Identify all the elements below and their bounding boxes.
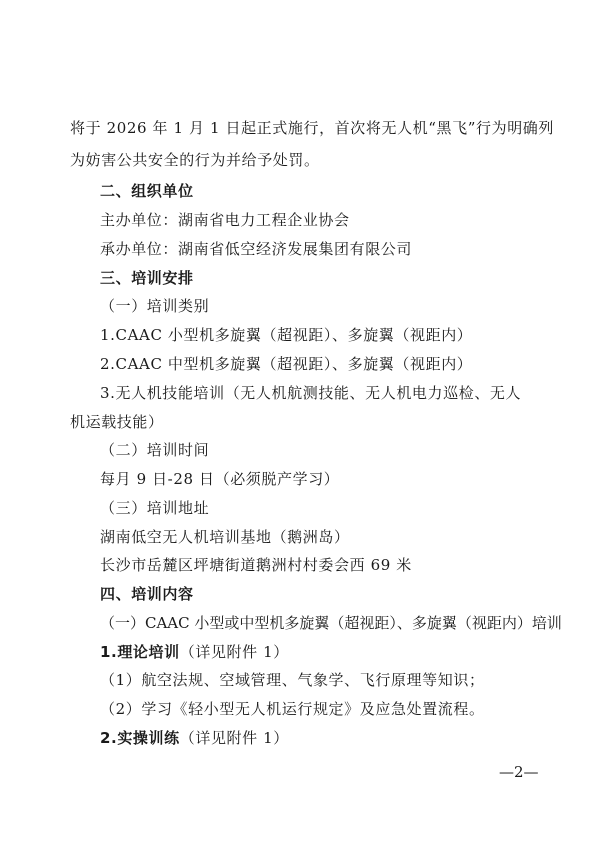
paragraph-line: 机运载技能） [70,413,164,431]
paragraph-line: 湖南低空无人机培训基地（鹅洲岛） [100,528,350,546]
subsection-heading: （三）培训地址 [100,499,210,517]
list-item: 3.无人机技能培训（无人机航测技能、无人机电力巡检、无人 [100,384,522,402]
item-note: （详见附件 1） [179,643,289,661]
section-heading: 四、培训内容 [100,585,194,603]
subsection-heading: （一）CAAC 小型或中型机多旋翼（超视距）、多旋翼（视距内）培训 [100,614,562,632]
list-item [0,642,600,662]
paragraph-line: 将于 2026 年 1 月 1 日起正式施行，首次将无人机“黑飞”行为明确列 [70,119,555,137]
list-item: 1.CAAC 小型机多旋翼（超视距）、多旋翼（视距内） [100,326,473,344]
paragraph-line: 每月 9 日-28 日（必须脱产学习） [100,470,340,488]
item-note: （详见附件 1） [179,729,289,747]
section-heading: 三、培训安排 [100,269,194,287]
list-item: （2）学习《轻小型无人机运行规定》及应急处置流程。 [100,700,485,718]
section-heading: 二、组织单位 [100,182,194,200]
list-item: 2.CAAC 中型机多旋翼（超视距）、多旋翼（视距内） [100,355,473,373]
subsection-heading: （一）培训类别 [100,297,210,315]
page-number: —2— [499,763,539,781]
item-title: 2.实操训练 [100,729,180,747]
paragraph-line: 主办单位：湖南省电力工程企业协会 [100,211,350,229]
paragraph-line: 为妨害公共安全的行为并给予处罚。 [70,151,320,169]
item-title: 1.理论培训 [100,643,180,661]
list-item: （1）航空法规、空域管理、气象学、飞行原理等知识； [100,671,485,689]
subsection-heading: （二）培训时间 [100,441,210,459]
list-item [0,728,600,748]
paragraph-line: 长沙市岳麓区坪塘街道鹅洲村村委会西 69 米 [100,556,412,574]
paragraph-line: 承办单位：湖南省低空经济发展集团有限公司 [100,240,413,258]
